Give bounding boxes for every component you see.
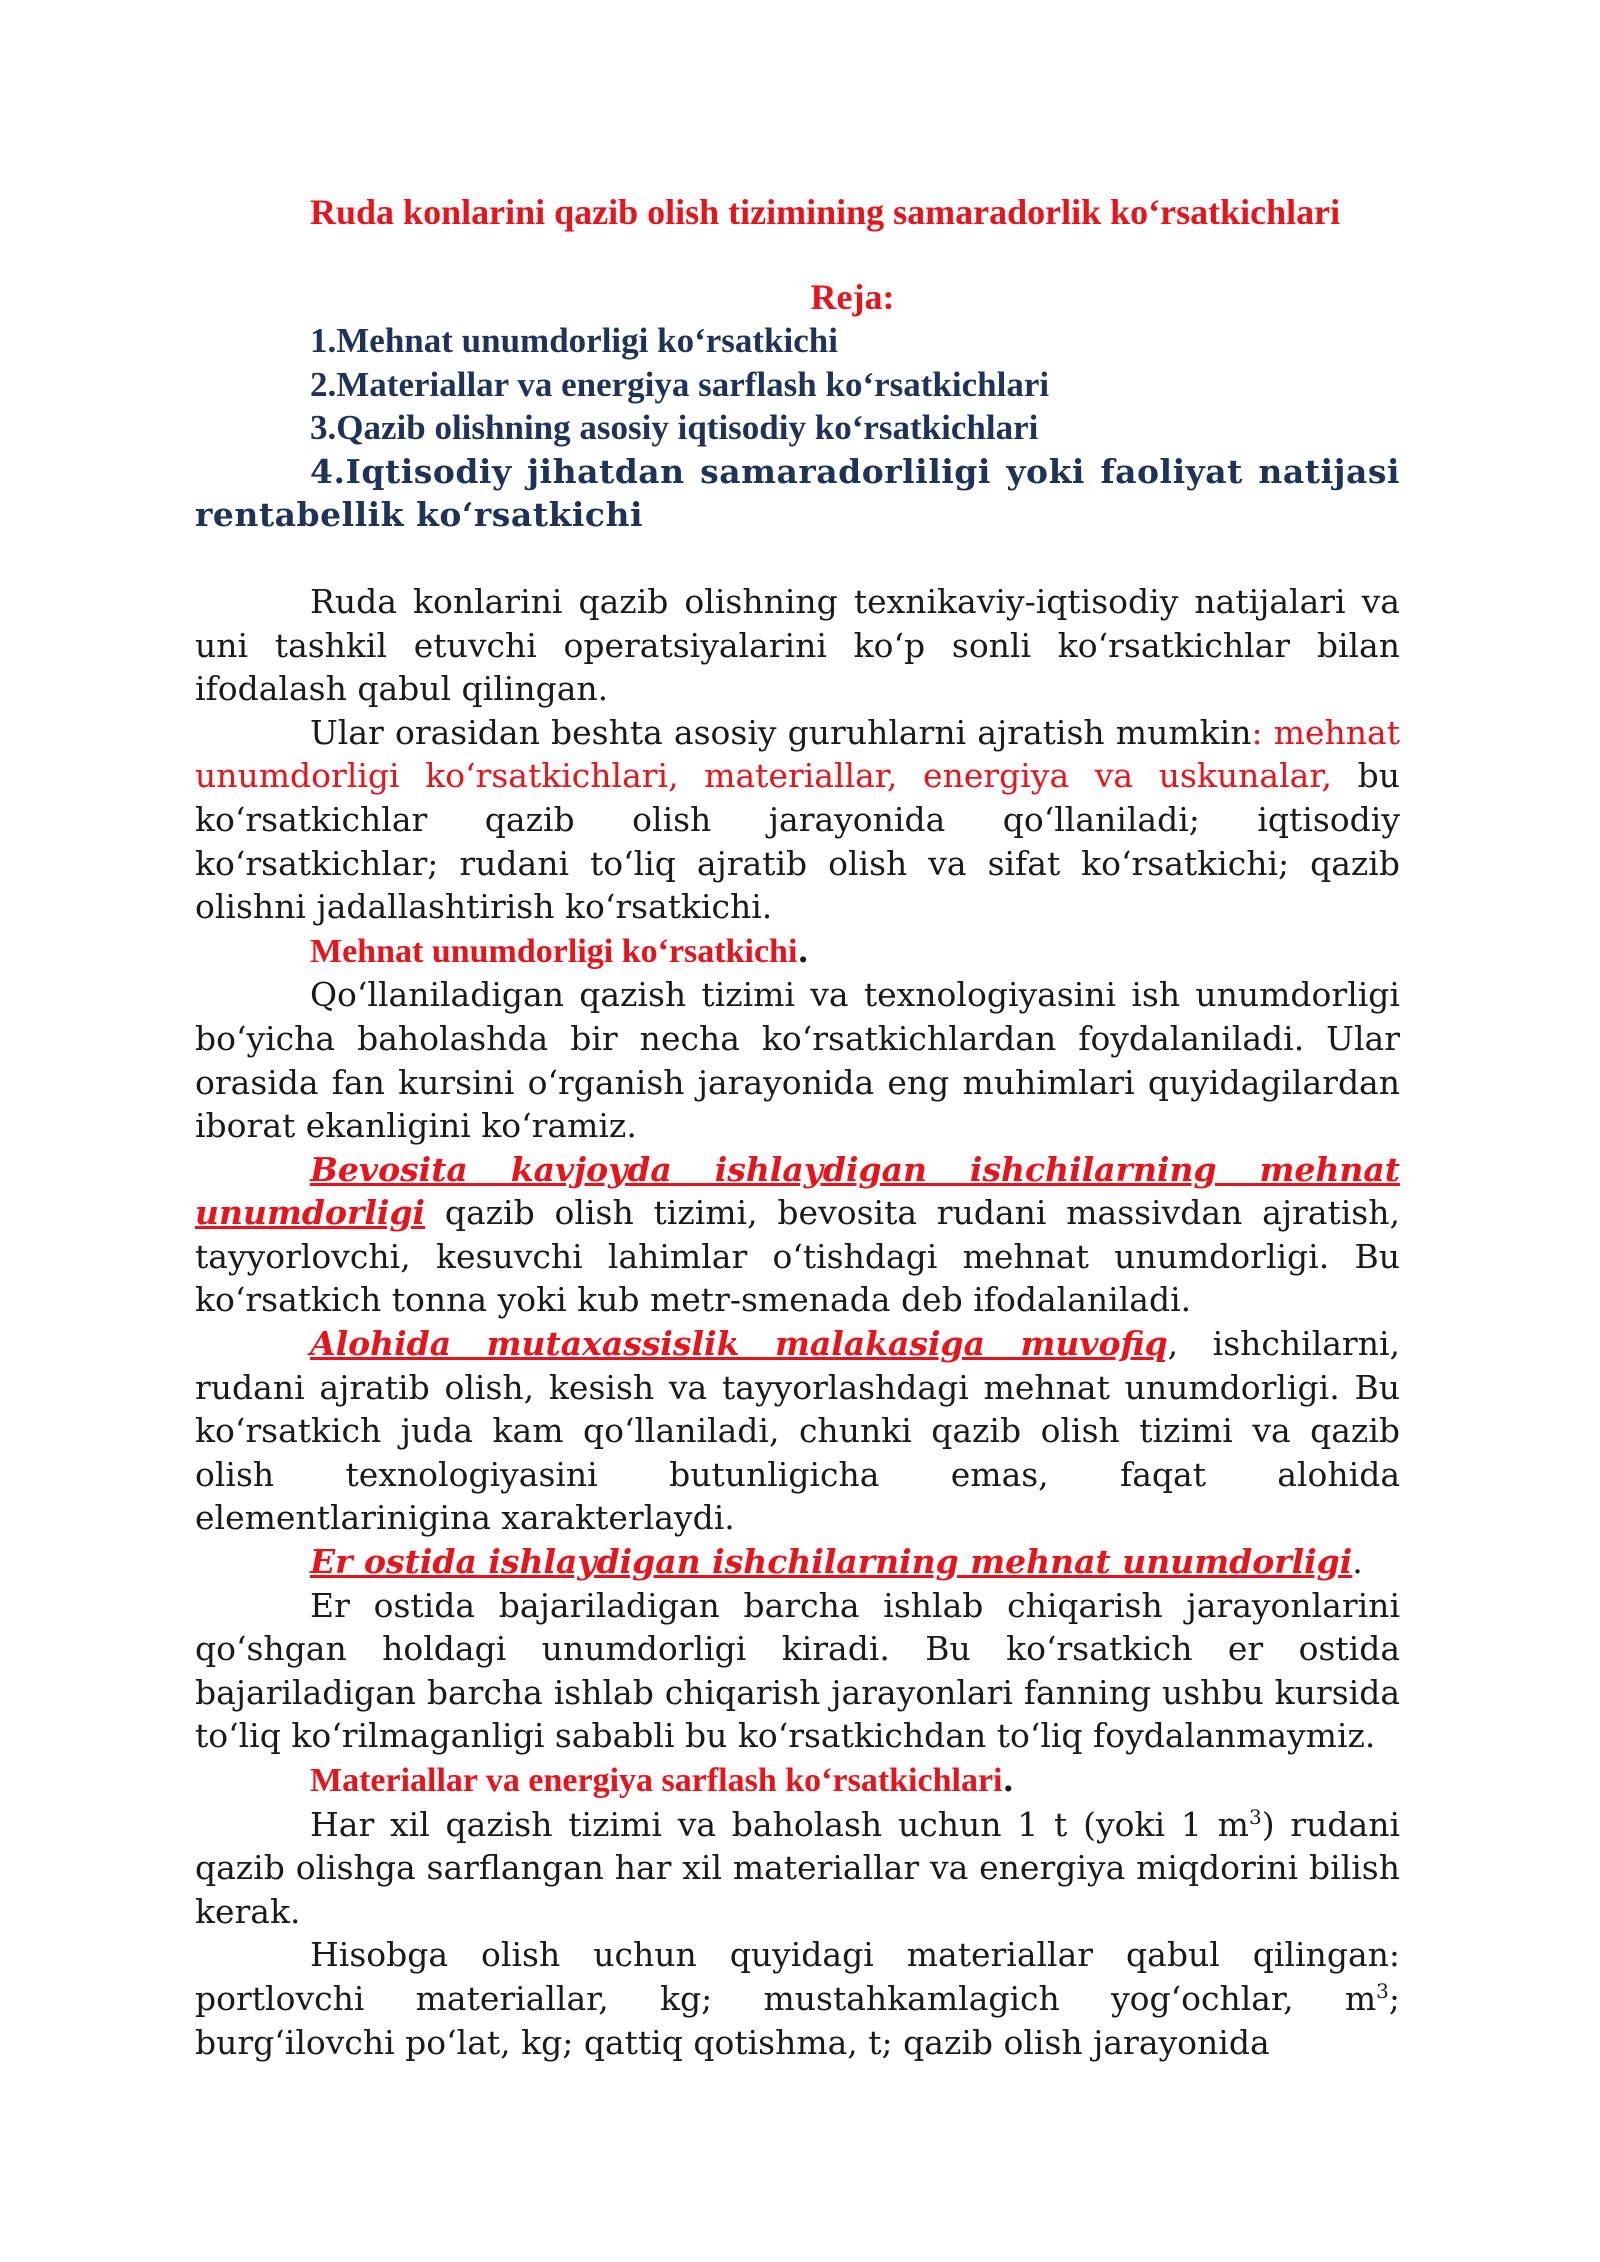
- paragraph-materials: [195, 1803, 1400, 1934]
- section-heading-labor: [195, 929, 1400, 974]
- document-title: Ruda konlarini qazib olish tizimining samaradorlik ko‘rsatkichlari: [310, 192, 1341, 232]
- document-page: [195, 190, 1400, 2064]
- plan-item-3: 3.Qazib olishning asosiy iqtisodiy ko‘rsatkichlari: [310, 408, 1039, 448]
- paragraph-labor-intro: Qo‘llaniladigan qazish tizimi va texnologiyasini ish unumdorligi bo‘yicha baholashda bir necha ko‘rsatkichlardan foydalaniladi. Ular orasida fan kursini o‘rganish jarayonida eng muhimlari quyidagilardan iborat ekanligini ko‘ramiz.: [195, 975, 1400, 1146]
- paragraph-specialty: [195, 1322, 1400, 1540]
- term-underground-dot: .: [1352, 1542, 1363, 1582]
- section-heading-labor-text: Mehnat unumdorligi ko‘rsatkichi: [310, 932, 798, 970]
- term-direct-workers: Bevosita kavjoyda ishlaydigan ishchilarning mehnat unumdorligi: [195, 1149, 1400, 1233]
- superscript-3: 3: [1376, 1978, 1389, 2003]
- plan-item-1: 1.Mehnat unumdorligi ko‘rsatkichi: [310, 321, 838, 360]
- section-heading-materials-dot: .: [1002, 1760, 1014, 1799]
- spacer: [195, 537, 1400, 580]
- section-heading-labor-dot: .: [797, 930, 809, 970]
- plan-item-4: 4.Iqtisodiy jihatdan samaradorliligi yoki faoliyat natijasi rentabellik ko‘rsatkichi: [195, 451, 1400, 535]
- paragraph-direct-workers: [195, 1148, 1400, 1322]
- plan-heading: Reja:: [810, 277, 895, 317]
- paragraph-groups-start: Ular orasidan beshta asosiy guruhlarni ajratish mumkin: [310, 712, 1252, 752]
- paragraph-groups-highlight: : mehnat unumdorligi ko‘rsatkichlari, materiallar, energiya va uskunalar,: [195, 712, 1400, 796]
- term-underground: Er ostida ishlaydigan ishchilarning mehnat unumdorligi: [310, 1542, 1353, 1582]
- paragraph-accounting: [195, 1933, 1400, 2064]
- paragraph-accounting-a: Hisobga olish uchun quyidagi materiallar qabul qilingan: portlovchi materiallar, kg; mustahkamlagich yog‘ochlar, m: [195, 1935, 1400, 2018]
- section-heading-materials-text: Materiallar va energiya sarflash ko‘rsatkichlari: [310, 1762, 1003, 1799]
- plan-item-2: 2.Materiallar va energiya sarflash ko‘rsatkichlari: [310, 364, 1050, 404]
- paragraph-materials-b: ) rudani qazib olishga sarflangan har xil materiallar va energiya miqdorini bilish kerak.: [195, 1804, 1401, 1931]
- superscript-3: 3: [1248, 1804, 1262, 1829]
- term-specialty: Alohida mutaxassislik malakasiga muvofiq: [310, 1324, 1168, 1364]
- paragraph-intro: Ruda konlarini qazib olishning texnikaviy-iqtisodiy natijalari va uni tashkil etuvchi operatsiyalarini ko‘p sonli ko‘rsatkichlar bilan ifodalash qabul qilingan.: [195, 581, 1400, 709]
- paragraph-specialty-text: , ishchilarni, rudani ajratib olish, kesish va tayyorlashdagi mehnat unumdorligi. Bu ko‘rsatkich juda kam qo‘llaniladi, chunki qazib olish tizimi va qazib olish texnologiyasini butunligicha emas, faqat alohida elementlarinigina xarakterlaydi.: [195, 1324, 1401, 1538]
- paragraph-groups-end: bu ko‘rsatkichlar qazib olish jarayonida qo‘llaniladi; iqtisodiy ko‘rsatkichlar; rudani to‘liq ajratib olish va sifat ko‘rsatkichi; qazib olishni jadallashtirish ko‘rsatkichi.: [195, 756, 1400, 927]
- paragraph-underground: Er ostida bajariladigan barcha ishlab chiqarish jarayonlarini qo‘shgan holdagi unumdorligi kiradi. Bu ko‘rsatkich er ostida bajariladigan barcha ishlab chiqarish jarayonlari fanning ushbu kursida to‘liq ko‘rilmaganligi sababli bu ko‘rsatkichdan to‘liq foydalanmaymiz.: [195, 1585, 1400, 1756]
- paragraph-direct-workers-text: qazib olish tizimi, bevosita rudani massivdan ajratish, tayyorlovchi, kesuvchi lahimlar o‘tishdagi mehnat unumdorligi. Bu ko‘rsatkich tonna yoki kub metr-smenada deb ifodalaniladi.: [195, 1193, 1400, 1320]
- paragraph-accounting-b: ; burg‘ilovchi po‘lat, kg; qattiq qotishma, t; qazib olish jarayonida: [195, 1978, 1400, 2062]
- section-heading-materials: [195, 1758, 1400, 1803]
- paragraph-groups: [195, 711, 1400, 929]
- paragraph-materials-a: Har xil qazish tizimi va baholash uchun 1 t (yoki 1 m: [310, 1804, 1249, 1844]
- paragraph-underground-heading: [195, 1540, 1400, 1584]
